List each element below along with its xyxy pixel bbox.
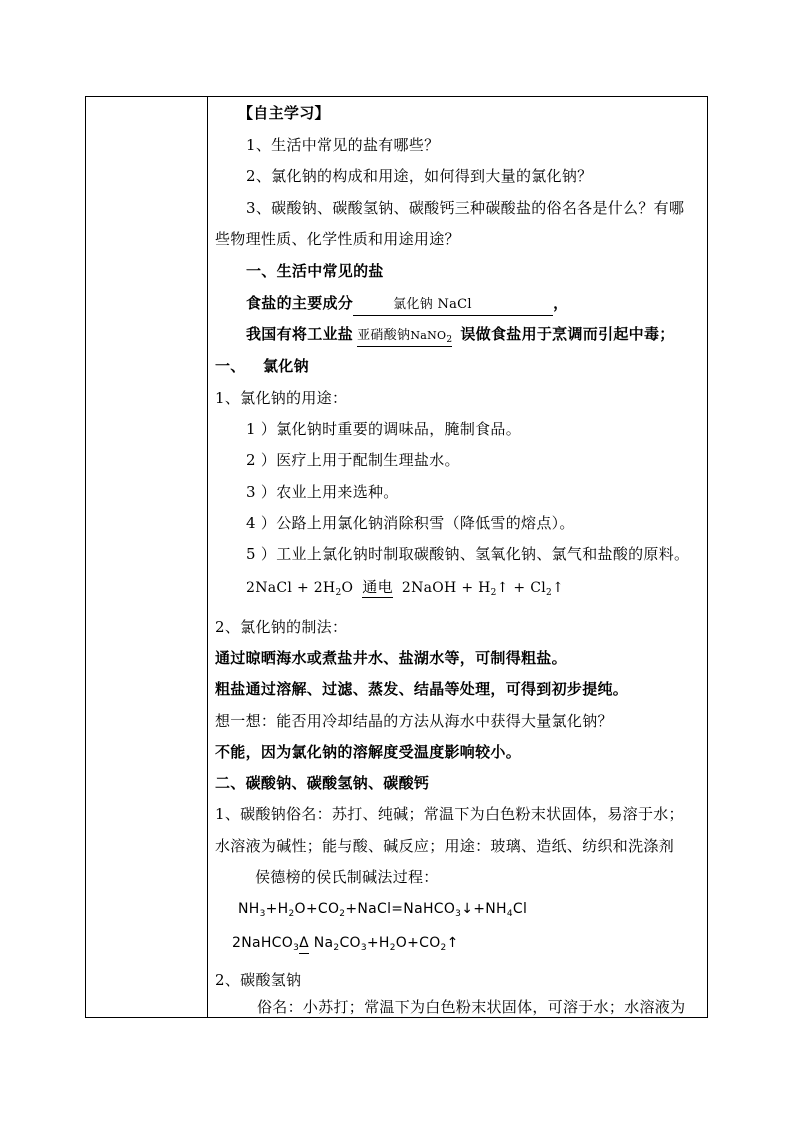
eq2-sub: 2 <box>389 943 396 953</box>
eq2-part: Na <box>309 935 334 951</box>
use-1: 1 ）氯化钠时重要的调味品，腌制食品。 <box>246 420 522 438</box>
eq1-part: +H <box>265 901 289 917</box>
electrolysis-reactants-tail: O <box>341 580 354 596</box>
sodium-carbonate-line-2: 水溶液为碱性；能与酸、碱反应；用途：玻璃、造纸、纺织和洗涤剂 <box>215 837 675 855</box>
eq2-part: 2NaHCO <box>232 935 294 951</box>
use-4: 4 ）公路上用氯化钠消除积雪（降低雪的熔点）。 <box>246 514 575 532</box>
eq1-part: +NaCl=NaHCO <box>345 901 456 917</box>
electrolysis-products: 2NaOH + H <box>401 580 491 596</box>
eq1-part: Cl <box>512 901 528 917</box>
electrolysis-equation <box>246 577 564 598</box>
eq2-part: ↑ <box>446 935 459 951</box>
electrolysis-products-sub2: 2 <box>546 588 553 598</box>
electrolysis-products-mid: ↑ + Cl <box>496 580 546 596</box>
eq1-part: ↓+NH <box>461 901 507 917</box>
industrial-salt-answer-cn: 亚硝酸钠 <box>357 328 411 343</box>
industrial-salt-answer <box>357 324 452 347</box>
eq2-part: O+CO <box>395 935 441 951</box>
heading-nacl: 氯化钠 <box>263 357 309 375</box>
industrial-salt-suffix: 误做食盐用于烹调而引起中毒； <box>460 325 675 343</box>
think-question: 想一想：能否用冷却结晶的方法从海水中获得大量氯化钠？ <box>215 712 613 730</box>
eq2-part: +H <box>366 935 390 951</box>
eq2-sub: 2 <box>440 943 447 953</box>
heading-common-salts: 一、生活中常见的盐 <box>246 262 384 280</box>
heading-carbonates: 二、碳酸钠、碳酸氢钠、碳酸钙 <box>215 774 430 792</box>
equation-hou-2 <box>232 933 459 954</box>
think-answer: 不能，因为氯化钠的溶解度受温度影响较小。 <box>215 743 522 761</box>
question-2: 2、氯化钠的构成和用途，如何得到大量的氯化钠？ <box>246 167 593 185</box>
food-salt-line <box>246 293 568 316</box>
eq1-part: NH <box>238 901 260 917</box>
hou-process: 侯德榜的侯氏制碱法过程： <box>255 868 439 886</box>
eq1-part: O+CO <box>294 901 340 917</box>
eq2-sub: 3 <box>360 943 367 953</box>
use-2: 2 ）医疗上用于配制生理盐水。 <box>246 451 460 469</box>
eq2-sub: 2 <box>333 943 340 953</box>
preparation-title: 2、氯化钠的制法： <box>215 618 348 636</box>
eq2-condition: Δ <box>299 933 309 954</box>
eq1-sub: 4 <box>506 909 513 919</box>
use-3: 3 ）农业上用来选种。 <box>246 483 399 501</box>
question-3: 3、碳酸钠、碳酸氢钠、碳酸钙三种碳酸盐的俗名各是什么？有哪 <box>246 199 685 217</box>
column-divider <box>207 97 208 1017</box>
electrolysis-condition: 通电 <box>362 578 393 596</box>
question-1: 1、生活中常见的盐有哪些？ <box>246 136 440 154</box>
bicarbonate-line: 俗名：小苏打；常温下为白色粉末状固体，可溶于水；水溶液为 <box>257 998 686 1016</box>
industrial-salt-formula-sub: 2 <box>446 335 453 345</box>
eq1-sub: 2 <box>339 909 346 919</box>
bicarbonate-title: 2、碳酸氢钠 <box>215 971 302 989</box>
sodium-carbonate-line-1: 1、碳酸钠俗名：苏打、纯碱；常温下为白色粉末状固体，易溶于水； <box>215 805 684 823</box>
eq1-sub: 3 <box>455 909 462 919</box>
eq2-sub: 3 <box>293 943 300 953</box>
electrolysis-products-sub1: 2 <box>490 588 497 598</box>
uses-title: 1、氯化钠的用途： <box>215 389 348 407</box>
industrial-salt-prefix: 我国有将工业盐 <box>246 325 354 343</box>
preparation-line-1: 通过晾晒海水或煮盐井水、盐湖水等，可制得粗盐。 <box>215 649 567 667</box>
preparation-line-2: 粗盐通过溶解、过滤、蒸发、结晶等处理，可得到初步提纯。 <box>215 680 629 698</box>
food-salt-prefix: 食盐的主要成分 <box>246 294 354 312</box>
food-salt-answer: 氯化钠 NaCl <box>353 295 553 316</box>
industrial-salt-line <box>246 324 675 347</box>
electrolysis-reactants: 2NaCl + 2H <box>246 580 336 596</box>
eq1-sub: 2 <box>288 909 295 919</box>
question-3-cont: 些物理性质、化学性质和用途用途？ <box>215 230 460 248</box>
food-salt-suffix: ， <box>553 294 569 312</box>
use-5: 5 ）工业上氯化钠时制取碳酸钠、氢氧化钠、氯气和盐酸的原料。 <box>246 545 690 563</box>
electrolysis-reactants-sub: 2 <box>335 588 342 598</box>
eq1-sub: 3 <box>259 909 266 919</box>
eq2-part: CO <box>339 935 361 951</box>
equation-hou-1 <box>238 899 527 919</box>
industrial-salt-formula: NaNO <box>410 329 447 342</box>
heading-nacl-num: 一、 <box>215 357 246 375</box>
section-header: 【自主学习】 <box>238 104 330 122</box>
electrolysis-products-tail: ↑ <box>552 580 565 596</box>
